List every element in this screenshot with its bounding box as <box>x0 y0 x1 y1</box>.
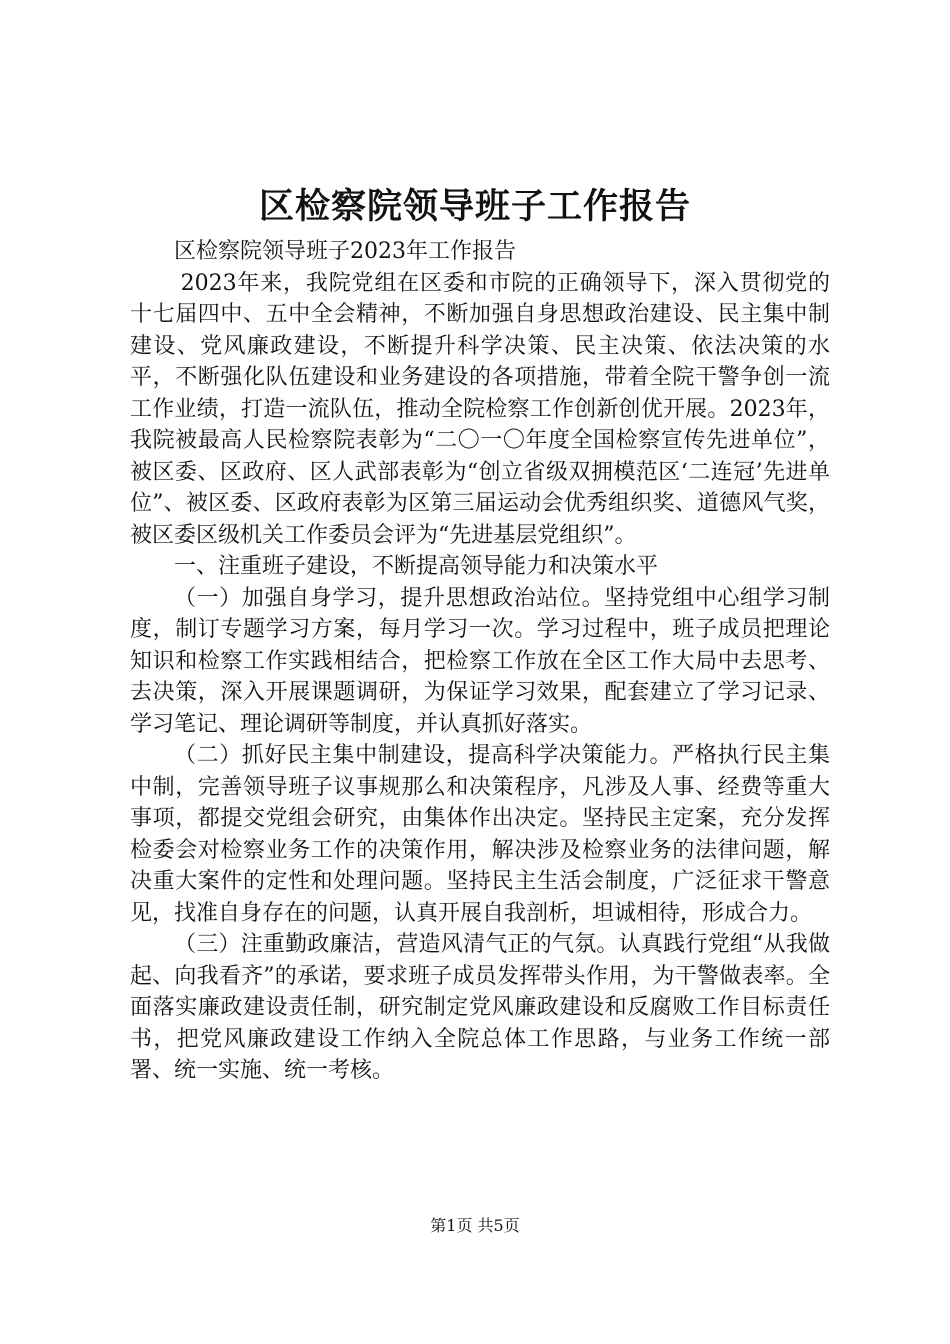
section-heading: 一、注重班子建设，不断提高领导能力和决策水平 <box>174 554 659 579</box>
body-paragraph: （三）注重勤政廉洁，营造风清气正的气氛。认真践行党组“从我做起、向我看齐”的承诺，要求班子成员发挥带头作用，为干警做表率。全面落实廉政建设责任制，研究制定党风廉政建设和反腐败工作目标责任书，把党风廉政建设工作纳入全院总体工作思路，与业务工作统一部署、统一实施、统一考核。 <box>130 932 830 1083</box>
body-paragraph: （二）抓好民主集中制建设，提高科学决策能力。严格执行民主集中制，完善领导班子议事规那么和决策程序，凡涉及人事、经费等重大事项，都提交党组会研究，由集体作出决定。坚持民主定案，充分发挥检委会对检察业务工作的决策作用，解决涉及检察业务的法律问题，解决重大案件的定性和处理问题。坚持民主生活会制度，广泛征求干警意见，找准自身存在的问题，认真开展自我剖析，坦诚相待，形成合力。 <box>130 743 830 926</box>
document-title: 区检察院领导班子工作报告 <box>258 186 691 227</box>
document-body <box>130 236 830 1087</box>
intro-paragraph: 2023年来，我院党组在区委和市院的正确领导下，深入贯彻党的十七届四中、五中全会精神，不断加强自身思想政治建设、民主集中制建设、党风廉政建设，不断提升科学决策、民主决策、依法决策的水平，不断强化队伍建设和业务建设的各项措施，带着全院干警争创一流工作业绩，打造一流队伍，推动全院检察工作创新创优开展。2023年，我院被最高人民检察院表彰为“二〇一〇年度全国检察宣传先进单位”，被区委、区政府、区人武部表彰为“创立省级双拥模范区‘二连冠’先进单位”、被区委、区政府表彰为区第三届运动会优秀组织奖、道德风气奖，被区委区级机关工作委员会评为“先进基层党组织”。 <box>130 270 830 548</box>
page-number-footer: 第1页 共5页 <box>430 1216 520 1235</box>
subtitle-paragraph: 区检察院领导班子2023年工作报告 <box>174 239 516 264</box>
body-paragraph: （一）加强自身学习，提升思想政治站位。坚持党组中心组学习制度，制订专题学习方案，每月学习一次。学习过程中，班子成员把理论知识和检察工作实践相结合，把检察工作放在全区工作大局中去思考、去决策，深入开展课题调研，为保证学习效果，配套建立了学习记录、学习笔记、理论调研等制度，并认真抓好落实。 <box>130 585 830 737</box>
